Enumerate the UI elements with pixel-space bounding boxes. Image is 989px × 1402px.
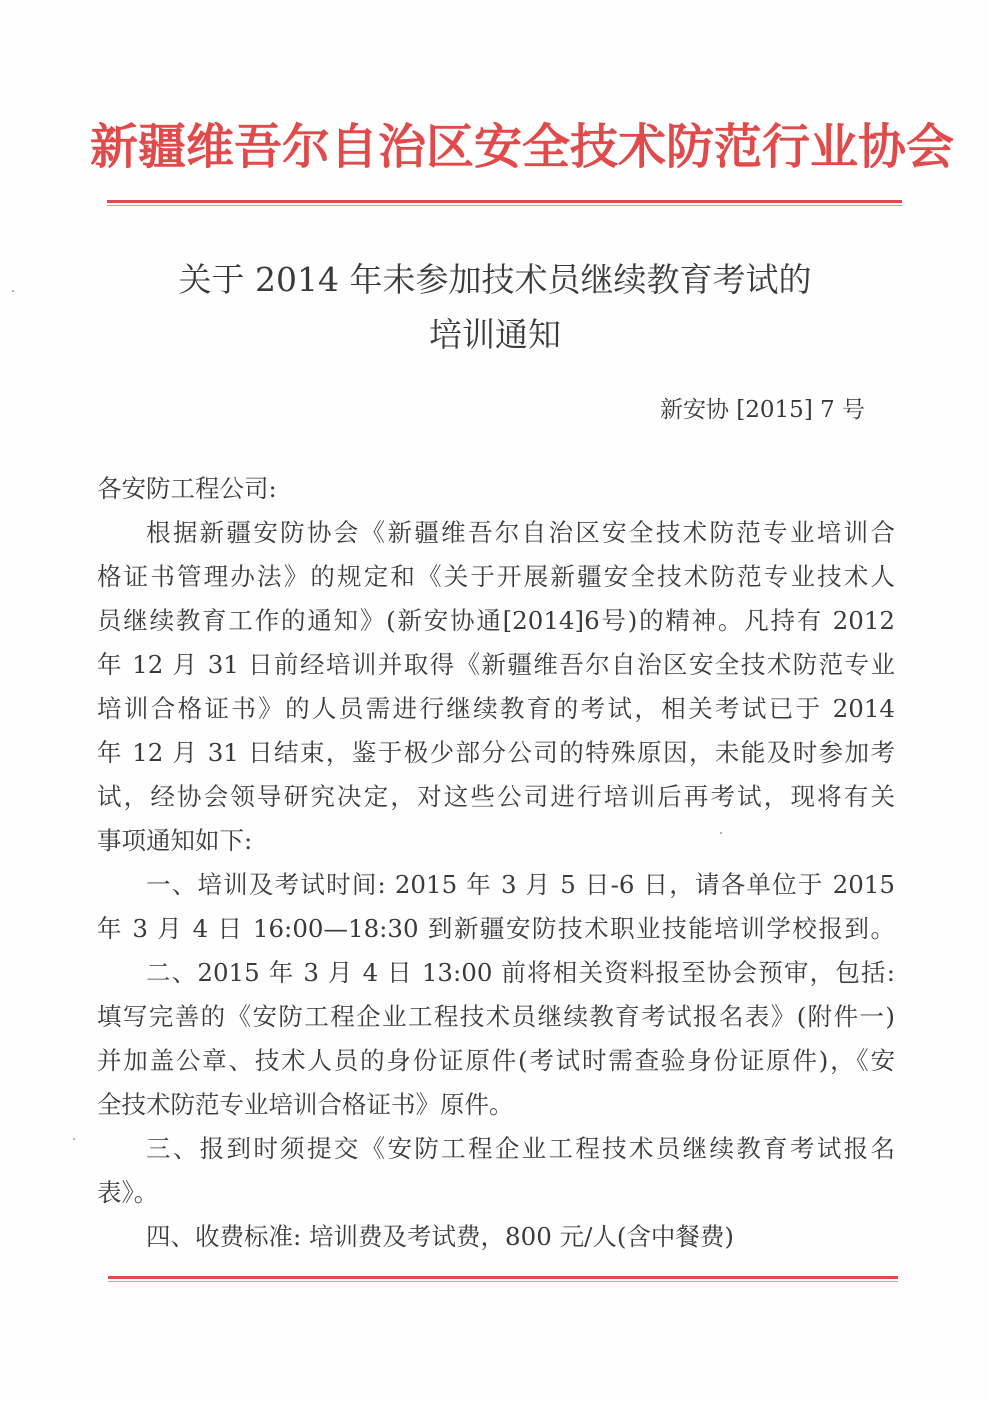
body-line: 格证书管理办法》的规定和《关于开展新疆安全技术防范专业技术人 xyxy=(97,562,895,591)
salutation: 各安防工程公司: xyxy=(97,474,277,503)
body-line: 年 12 月 31 日结束，鉴于极少部分公司的特殊原因，未能及时参加考 xyxy=(97,738,895,767)
body-line: 事项通知如下: xyxy=(97,826,253,855)
footer-rule-thin xyxy=(108,1281,898,1282)
item-1-line: 年 3 月 4 日 16:00—18:30 到新疆安防技术职业技能培训学校报到。 xyxy=(97,914,895,943)
body-line: 员继续教育工作的通知》(新安协通[2014]6号)的精神。凡持有 2012 xyxy=(97,606,895,635)
item-3-line: 表》。 xyxy=(97,1178,159,1207)
body-line: 试，经协会领导研究决定，对这些公司进行培训后再考试，现将有关 xyxy=(97,782,895,811)
document-number: 新安协 [2015] 7 号 xyxy=(660,397,866,423)
item-2-line: 全技术防范专业培训合格证书》原件。 xyxy=(97,1090,514,1119)
scan-speck xyxy=(12,290,14,292)
body-line: 年 12 月 31 日前经培训并取得《新疆维吾尔自治区安全技术防范专业 xyxy=(97,650,895,679)
letterhead-rule-top xyxy=(107,200,902,203)
item-2-line: 二、2015 年 3 月 4 日 13:00 前将相关资料报至协会预审，包括: xyxy=(146,958,895,987)
footer-rule xyxy=(108,1276,898,1279)
body-line: 根据新疆安防协会《新疆维吾尔自治区安全技术防范专业培训合 xyxy=(146,518,895,547)
body-line: 培训合格证书》的人员需进行继续教育的考试，相关考试已于 2014 xyxy=(97,694,895,723)
item-2-line: 填写完善的《安防工程企业工程技术员继续教育考试报名表》(附件一) xyxy=(97,1002,895,1031)
notice-title-line-1: 关于 2014 年未参加技术员继续教育考试的 xyxy=(178,260,812,299)
scan-speck xyxy=(73,1138,75,1140)
item-2-line: 并加盖公章、技术人员的身份证原件(考试时需查验身份证原件)，《安 xyxy=(97,1046,895,1075)
letterhead-org-name: 新疆维吾尔自治区安全技术防范行业协会 xyxy=(90,119,955,175)
item-3-line: 三、报到时须提交《安防工程企业工程技术员继续教育考试报名 xyxy=(146,1134,895,1163)
notice-title-line-2: 培训通知 xyxy=(429,315,561,354)
item-4-line: 四、收费标准: 培训费及考试费，800 元/人(含中餐费) xyxy=(146,1222,734,1251)
item-1-line: 一、培训及考试时间: 2015 年 3 月 5 日-6 日，请各单位于 2015 xyxy=(146,870,895,899)
letterhead-rule-top-thin xyxy=(107,205,902,206)
scan-speck xyxy=(720,832,722,834)
